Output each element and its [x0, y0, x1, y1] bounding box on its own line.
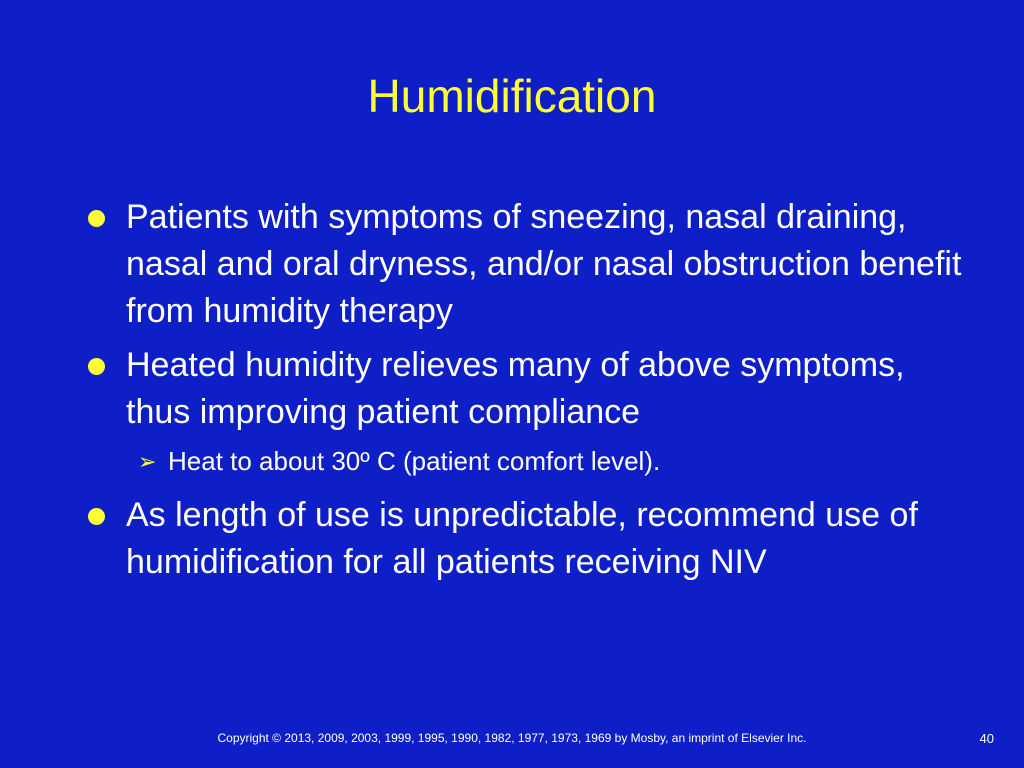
sub-bullet-item: [138, 442, 964, 480]
bullet-list: [84, 194, 964, 593]
sub-bullet-text: Heat to about 30º C (patient comfort level).: [168, 446, 661, 476]
bullet-item: [84, 194, 964, 335]
bullet-text: Heated humidity relieves many of above symptoms, thus improving patient compliance: [126, 346, 905, 431]
slide-title: Humidification: [367, 70, 657, 122]
bullet-dot-icon: [88, 210, 105, 227]
copyright-footer: Copyright © 2013, 2009, 2003, 1999, 1995, 1990, 1982, 1977, 1973, 1969 by Mosby, an imprint of Elsevier Inc.: [217, 731, 807, 745]
bullet-text: As length of use is unpredictable, recommend use of humidification for all patients receiving NIV: [126, 496, 918, 581]
bullet-text: Patients with symptoms of sneezing, nasal draining, nasal and oral dryness, and/or nasal obstruction benefit from humidity therapy: [126, 198, 962, 330]
bullet-item: [84, 492, 964, 586]
bullet-item: [84, 342, 964, 436]
page-number: 40: [979, 731, 994, 746]
bullet-dot-icon: [88, 508, 105, 525]
sub-bullet-arrow-icon: ➢: [138, 449, 157, 474]
bullet-dot-icon: [88, 358, 105, 375]
